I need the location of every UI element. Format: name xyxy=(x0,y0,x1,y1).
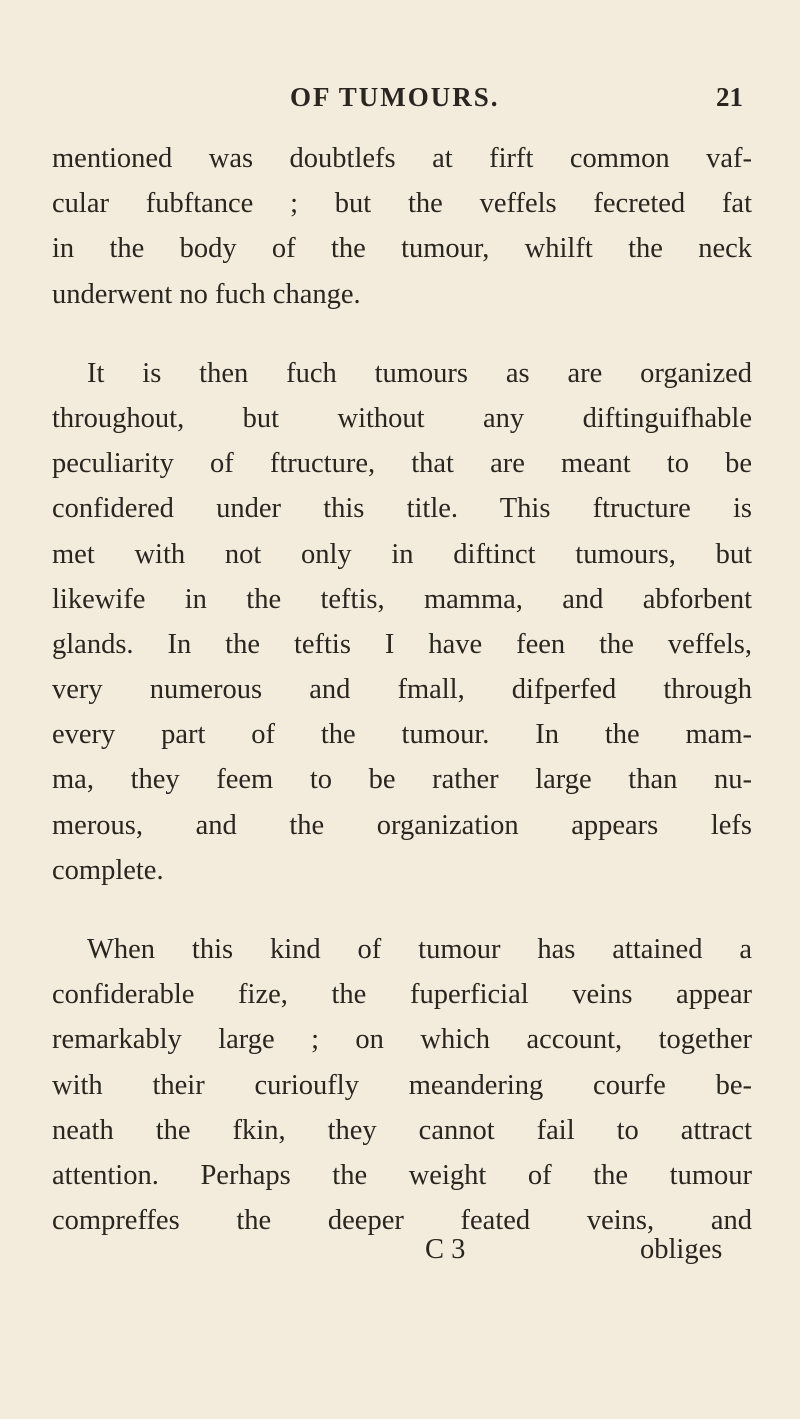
text-line: complete. xyxy=(52,854,164,886)
catchword: obliges xyxy=(640,1234,723,1265)
text-line: merous, and the organization appears lefs xyxy=(52,809,752,841)
signature-mark: C 3 xyxy=(425,1234,466,1265)
text-line: underwent no fuch change. xyxy=(52,278,361,310)
text-line: remarkably large ; on which account, together xyxy=(52,1024,752,1056)
text-line: likewife in the teftis, mamma, and abforbent xyxy=(52,583,752,615)
text-line: peculiarity of ftructure, that are meant to be xyxy=(52,448,752,480)
paragraph-3 xyxy=(52,927,752,1243)
text-line: confidered under this title. This ftructure is xyxy=(52,493,752,525)
text-line: attention. Perhaps the weight of the tumour xyxy=(52,1159,752,1191)
text-line: When this kind of tumour has attained a xyxy=(87,934,752,965)
page-number: 21 xyxy=(716,82,743,112)
paragraph-1 xyxy=(52,136,752,317)
text-line: confiderable fize, the fuperficial veins appear xyxy=(52,979,752,1011)
text-line: every part of the tumour. In the mam- xyxy=(52,719,752,751)
text-line: cular fubftance ; but the veffels fecreted fat xyxy=(52,188,752,220)
paragraph-2 xyxy=(52,351,752,893)
paragraph-gap xyxy=(52,893,752,927)
text-line: It is then fuch tumours as are organized xyxy=(87,357,752,389)
text-line: met with not only in diftinct tumours, but xyxy=(52,538,752,570)
text-line: compreffes the deeper feated veins, and xyxy=(52,1205,752,1237)
text-line: mentioned was doubtlefs at firft common vaf- xyxy=(52,143,752,174)
page-header xyxy=(0,82,800,122)
text-line: neath the fkin, they cannot fail to attract xyxy=(52,1114,752,1146)
running-head: OF TUMOURS. xyxy=(290,82,500,112)
text-line: with their curioufly meandering courfe be- xyxy=(52,1069,752,1101)
body-text xyxy=(52,136,752,1243)
paragraph-gap xyxy=(52,317,752,351)
page-footer xyxy=(0,1234,800,1274)
text-line: very numerous and fmall, difperfed through xyxy=(52,674,752,706)
text-line: glands. In the teftis I have feen the veffels, xyxy=(52,628,752,660)
text-line: ma, they feem to be rather large than nu- xyxy=(52,764,752,796)
text-line: throughout, but without any diftinguifhable xyxy=(52,402,752,434)
text-line: in the body of the tumour, whilft the neck xyxy=(52,233,752,265)
